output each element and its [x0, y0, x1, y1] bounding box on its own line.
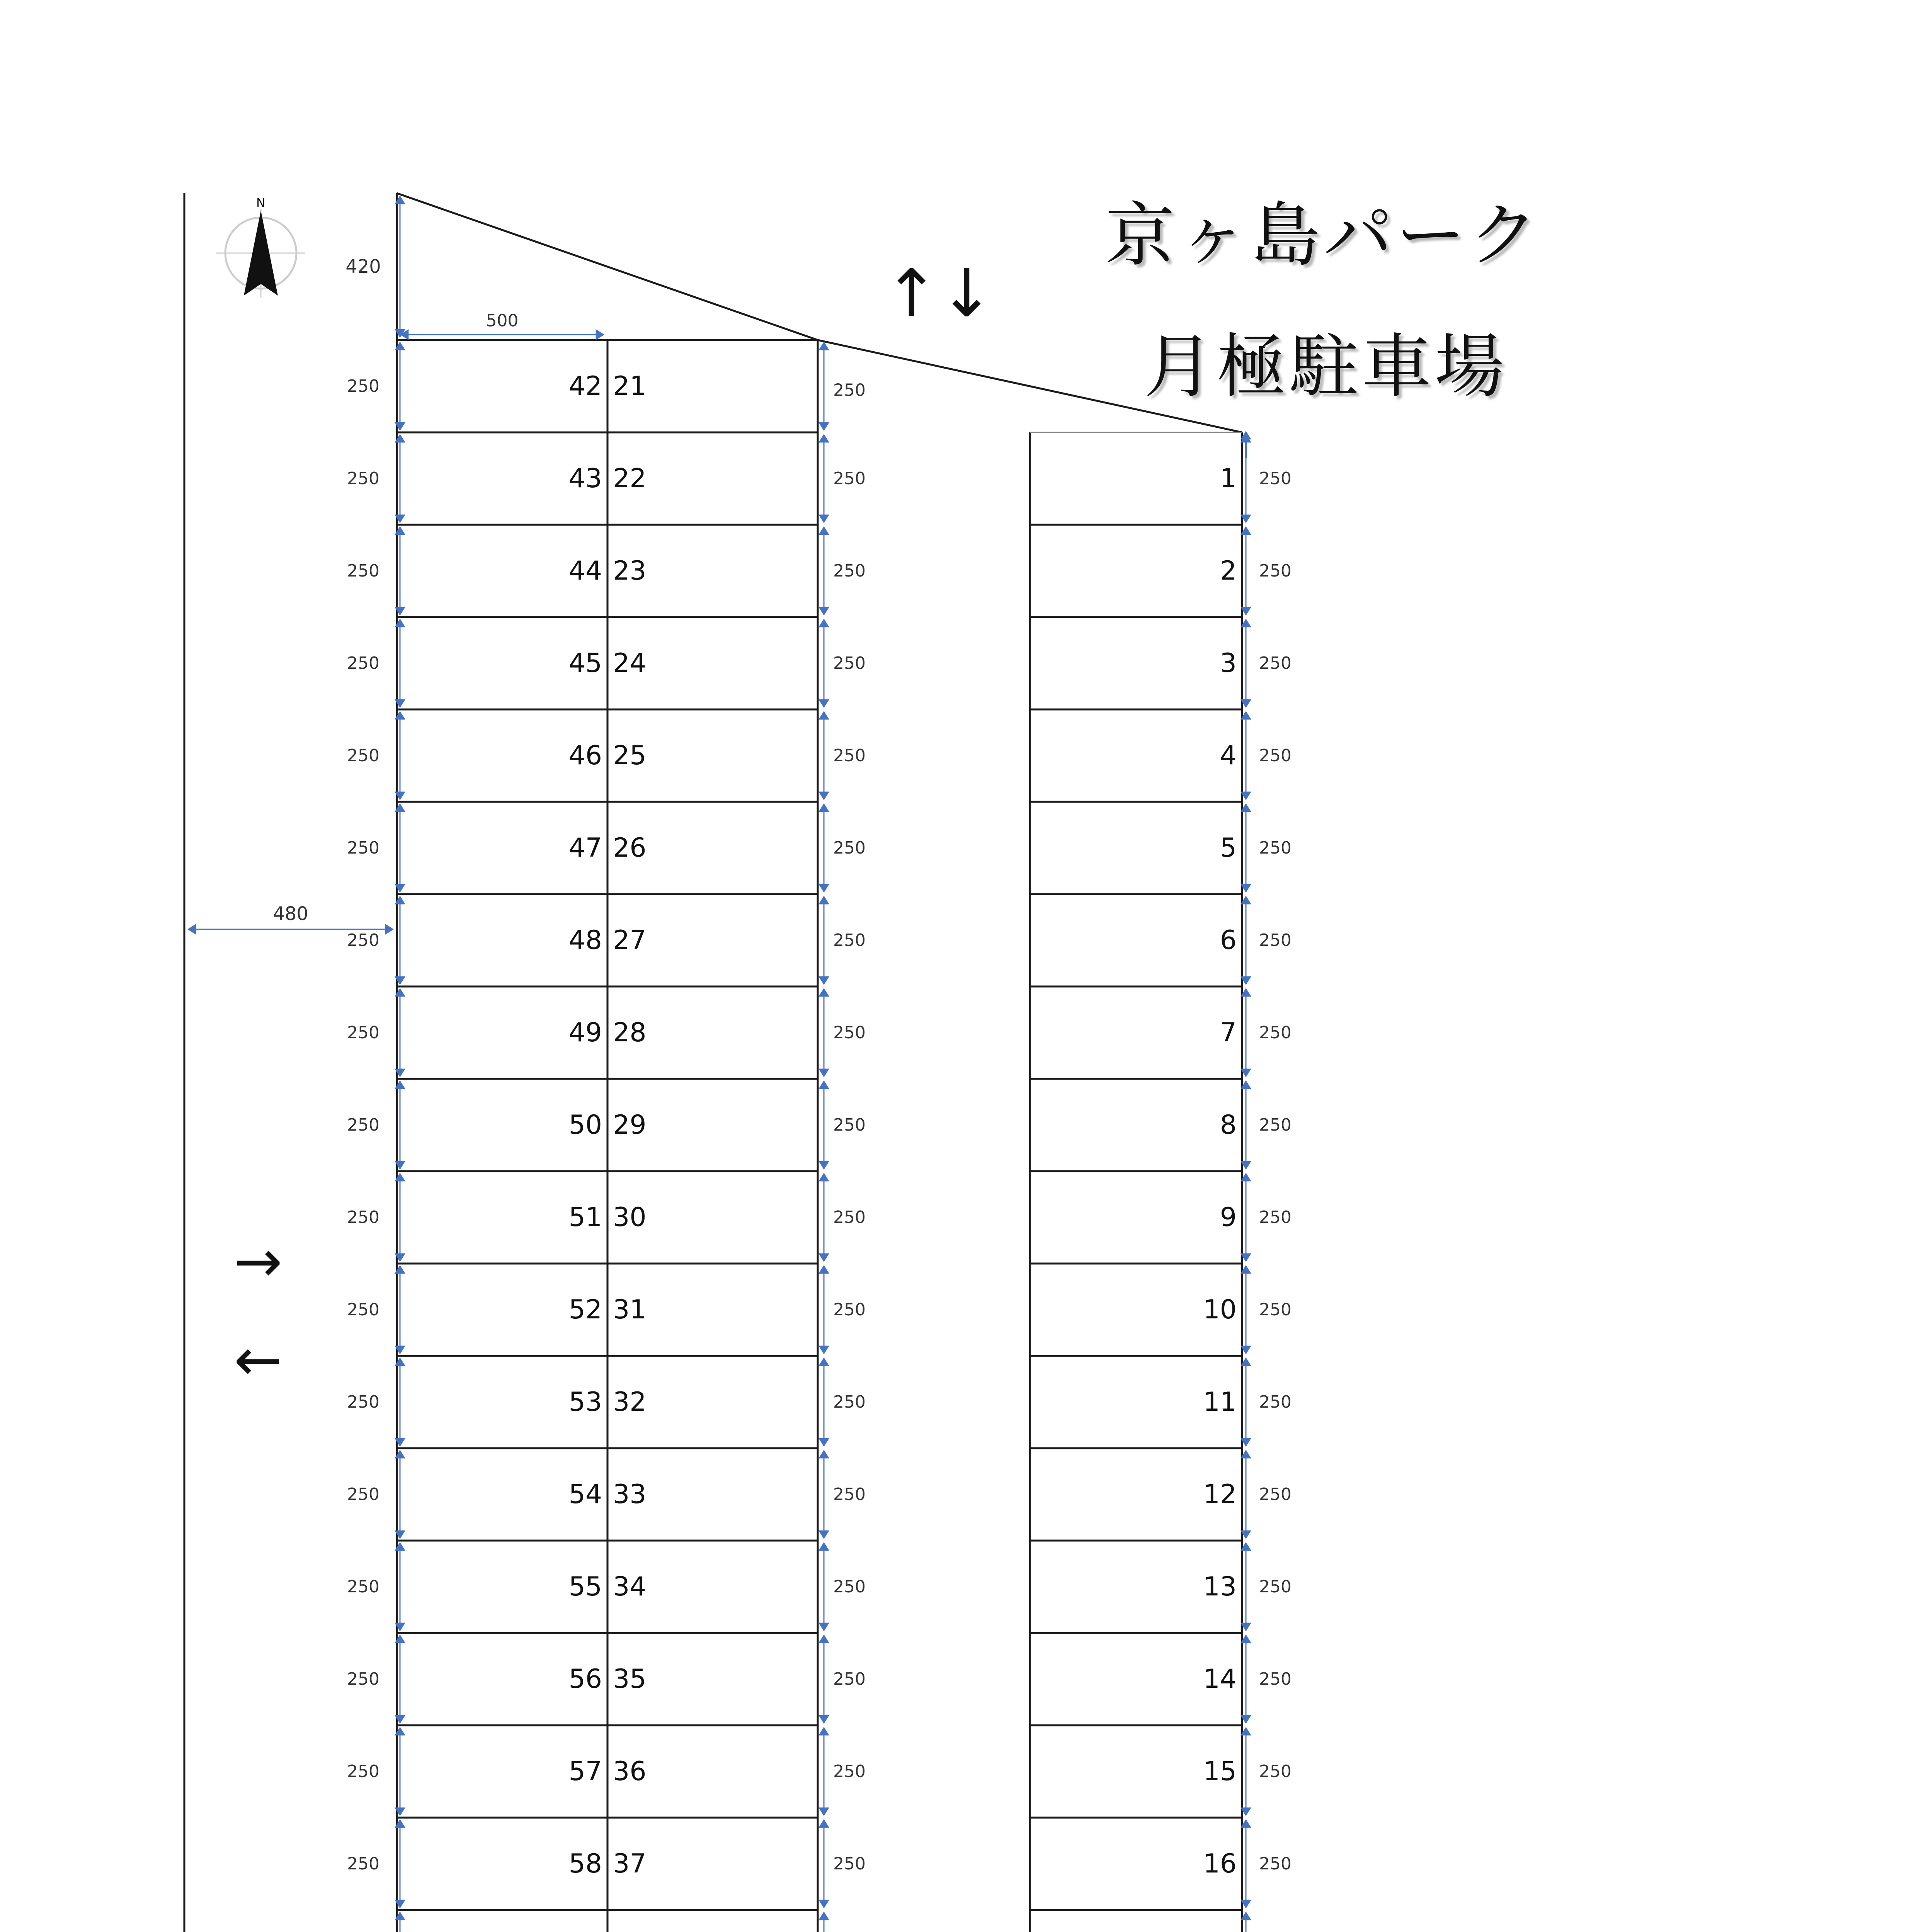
dimension-arrow	[818, 515, 829, 523]
dimension-label-aisle: 250	[833, 838, 866, 858]
stall-number: 34	[613, 1571, 647, 1602]
dimension-arrow	[596, 329, 604, 340]
stall-number: 53	[568, 1387, 602, 1417]
dimension-label-left: 250	[347, 1023, 379, 1043]
dimension-label-top-height: 420	[345, 256, 381, 277]
dimension-arrow	[818, 1900, 829, 1908]
dimension-label-left: 250	[347, 746, 379, 765]
stall-number: 11	[1203, 1387, 1237, 1417]
dimension-arrow	[818, 1727, 829, 1735]
dimension-label-left: 250	[347, 1854, 379, 1874]
dimension-label-left: 250	[347, 376, 379, 396]
stall-number: 29	[613, 1110, 647, 1140]
dimension-label-right: 250	[1259, 930, 1292, 950]
dimension-arrow	[818, 434, 829, 442]
dimension-label-left: 250	[347, 930, 379, 950]
dimension-label-right: 250	[1259, 469, 1292, 488]
stall-number: 32	[613, 1387, 647, 1417]
dimension-arrow	[818, 1450, 829, 1458]
dimension-label-right: 250	[1259, 838, 1292, 858]
dimension-label-aisle: 250	[833, 1854, 866, 1874]
stall-number: 30	[613, 1202, 647, 1233]
dimension-label-left: 250	[347, 1115, 379, 1135]
stall-number: 7	[1220, 1017, 1237, 1048]
stall-number: 15	[1203, 1756, 1237, 1787]
dimension-arrow	[818, 1173, 829, 1181]
stall-number: 52	[568, 1294, 602, 1325]
stall-number: 5	[1220, 833, 1237, 863]
stall-number: 12	[1203, 1479, 1237, 1510]
dimension-arrow	[818, 1808, 829, 1816]
title-monthly-parking: 月極駐車場	[1144, 327, 1508, 407]
dimension-label-left: 250	[347, 1762, 379, 1781]
dimension-label-left: 250	[347, 1669, 379, 1689]
stall-number: 24	[613, 648, 647, 679]
dimension-label-left: 250	[347, 1485, 379, 1504]
dimension-label-right: 250	[1259, 1854, 1292, 1874]
dimension-label-aisle: 250	[833, 1115, 866, 1135]
dimension-label-left: 250	[347, 469, 379, 488]
dimension-arrow	[818, 1819, 829, 1828]
dimension-label-right: 250	[1259, 1115, 1292, 1135]
stall-number: 44	[568, 556, 602, 586]
dimension-arrow	[818, 1357, 829, 1366]
dimension-label-top-width: 500	[486, 311, 519, 331]
dimension-arrow	[818, 619, 829, 627]
stall-number: 13	[1203, 1571, 1237, 1602]
stall-number: 46	[568, 740, 602, 771]
entrance-arrows: ↑↓	[884, 255, 994, 332]
dimension-arrow	[818, 526, 829, 535]
dimension-label-aisle: 250	[833, 1577, 866, 1597]
dimension-label-aisle: 250	[833, 380, 866, 400]
stall-number: 14	[1203, 1664, 1237, 1694]
stall-number: 50	[568, 1110, 602, 1140]
dimension-label-right: 250	[1259, 746, 1292, 765]
stall-number: 35	[613, 1664, 647, 1694]
dimension-label-aisle: 250	[833, 1023, 866, 1043]
dimension-arrow	[818, 884, 829, 893]
dimension-label-aisle: 250	[833, 1485, 866, 1504]
dimension-label-aisle: 250	[833, 653, 866, 673]
stall-number: 22	[613, 463, 647, 494]
dimension-label-left: 250	[347, 561, 379, 581]
dimension-arrow	[818, 803, 829, 812]
lot-boundary-slope-upper	[397, 193, 818, 340]
stall-number: 42	[568, 371, 602, 401]
stall-number: 9	[1220, 1202, 1237, 1233]
dimension-arrow	[818, 1912, 829, 1920]
dimension-arrow	[818, 1346, 829, 1354]
dimension-arrow	[818, 422, 829, 431]
stall-number: 49	[568, 1017, 602, 1048]
dimension-arrow	[818, 1253, 829, 1262]
dimension-arrow	[818, 699, 829, 708]
dimension-arrow	[818, 1069, 829, 1077]
dimension-label-left: 250	[347, 653, 379, 673]
dimension-arrow	[818, 1265, 829, 1274]
dimension-label-right: 250	[1259, 1392, 1292, 1412]
dimension-arrow	[385, 924, 394, 935]
dimension-label-left: 250	[347, 1208, 379, 1227]
stall-number: 43	[568, 463, 602, 494]
stall-number: 16	[1203, 1849, 1237, 1879]
dimension-arrow	[187, 924, 196, 935]
dimension-arrow	[818, 1634, 829, 1643]
dimension-label-left: 250	[347, 1300, 379, 1320]
stall-number: 55	[568, 1571, 602, 1602]
dimension-arrow	[818, 607, 829, 616]
stall-number: 56	[568, 1664, 602, 1694]
stall-number: 27	[613, 925, 647, 956]
dimension-label-aisle: 250	[833, 561, 866, 581]
dimension-arrow	[818, 1080, 829, 1089]
dimension-label-aisle: 250	[833, 1669, 866, 1689]
stall-number: 10	[1203, 1294, 1237, 1325]
dimension-label-aisle: 250	[833, 746, 866, 765]
dimension-label-aisle: 250	[833, 1300, 866, 1320]
dimension-label-right: 250	[1259, 1023, 1292, 1043]
dimension-label-right: 250	[1259, 653, 1292, 673]
stall-number: 48	[568, 925, 602, 956]
dimension-label-left: 250	[347, 838, 379, 858]
stall-number: 31	[613, 1294, 647, 1325]
dimension-label-right: 250	[1259, 1300, 1292, 1320]
stall-number: 23	[613, 556, 647, 586]
stall-number: 1	[1220, 463, 1237, 494]
dimension-label-right: 250	[1259, 1762, 1292, 1781]
stall-number: 33	[613, 1479, 647, 1510]
title-park-name: 京ヶ島パーク	[1105, 195, 1542, 276]
dimension-label-aisle: 250	[833, 1762, 866, 1781]
dimension-label-left: 250	[347, 1392, 379, 1412]
compass-north-label: N	[256, 196, 265, 210]
dimension-label-right: 250	[1259, 1669, 1292, 1689]
dimension-arrow	[818, 896, 829, 904]
stall-number: 4	[1220, 740, 1237, 771]
dimension-label-road-offset: 480	[273, 903, 308, 925]
dimension-label-right: 250	[1259, 1485, 1292, 1504]
dimension-label-aisle: 250	[833, 469, 866, 488]
stall-number: 58	[568, 1849, 602, 1879]
dimension-label-aisle: 250	[833, 1392, 866, 1412]
stall-number: 3	[1220, 648, 1237, 679]
dimension-arrow	[818, 1542, 829, 1551]
stall-number: 51	[568, 1202, 602, 1233]
stall-number: 37	[613, 1849, 647, 1879]
stall-number: 8	[1220, 1110, 1237, 1140]
dimension-arrow	[818, 988, 829, 997]
stall-number: 2	[1220, 556, 1237, 586]
stall-number: 57	[568, 1756, 602, 1787]
dimension-arrow	[818, 792, 829, 800]
stall-number: 47	[568, 833, 602, 863]
dimension-label-left: 250	[347, 1577, 379, 1597]
dimension-label-aisle: 250	[833, 1208, 866, 1227]
stall-number: 25	[613, 740, 647, 771]
dimension-arrow	[818, 1531, 829, 1539]
dimension-arrow	[818, 1623, 829, 1631]
stall-number: 36	[613, 1756, 647, 1787]
dimension-label-right: 250	[1259, 1577, 1292, 1597]
dimension-label-aisle: 250	[833, 930, 866, 950]
stall-number: 6	[1220, 925, 1237, 956]
stall-number: 54	[568, 1479, 602, 1510]
dimension-arrow	[818, 976, 829, 985]
stall-number: 45	[568, 648, 602, 679]
dimension-label-right: 250	[1259, 1208, 1292, 1227]
dimension-arrow	[818, 1438, 829, 1447]
road-arrow-left: ←	[234, 1327, 282, 1394]
road-arrow-right: →	[234, 1228, 282, 1295]
dimension-arrow	[818, 1715, 829, 1724]
dimension-label-right: 250	[1259, 561, 1292, 581]
stall-number: 28	[613, 1017, 647, 1048]
stall-number: 21	[613, 371, 647, 401]
dimension-arrow	[818, 711, 829, 719]
dimension-arrow	[818, 1161, 829, 1170]
stall-number: 26	[613, 833, 647, 863]
